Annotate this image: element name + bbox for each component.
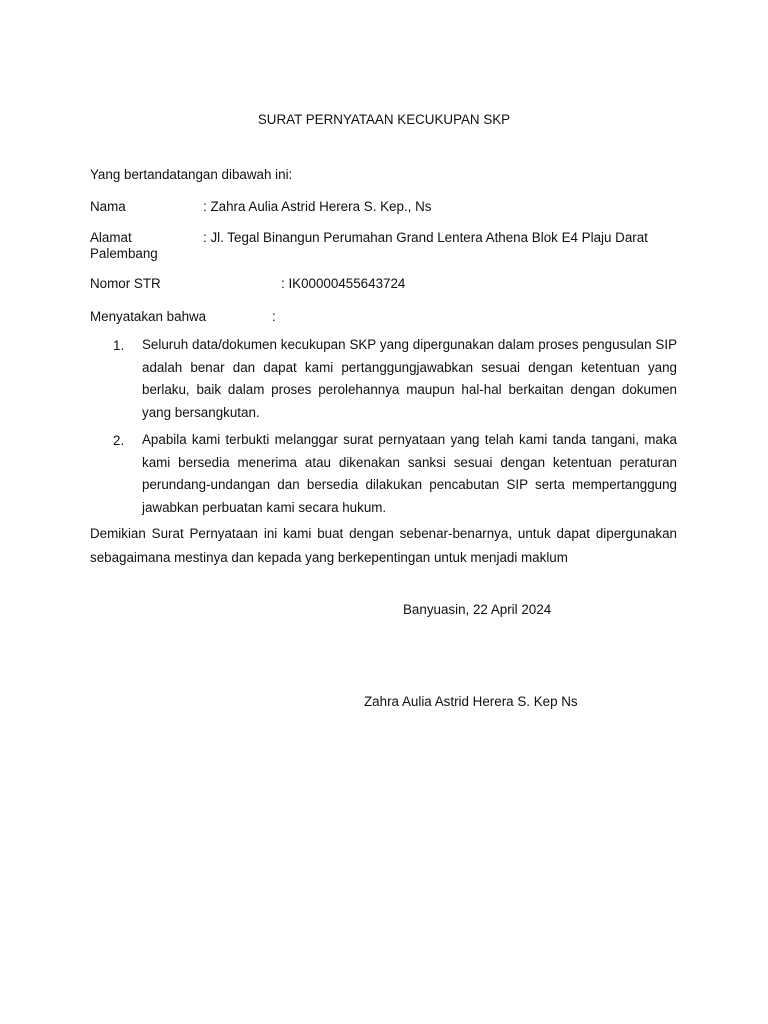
menyatakan-colon: :	[272, 309, 276, 324]
menyatakan-label: Menyatakan bahwa	[90, 309, 207, 324]
list-item-text: Apabila kami terbukti melanggar surat pernyataan yang telah kami tanda tangani, maka kami bersedia menerima atau dikenakan sanksi sesuai dengan ketentuan peraturan perundang-undangan dan bersedia dilakukan pencabutan SIP serta mempertanggung jawabkan perbuatan kami secara hukum.	[142, 432, 677, 515]
intro-text: Yang bertandatangan dibawah ini:	[90, 167, 293, 182]
document-title: SURAT PERNYATAAN KECUKUPAN SKP	[257, 112, 511, 127]
closing-paragraph: Demikian Surat Pernyataan ini kami buat dengan sebenar-benarnya, untuk dapat dipergunakan sebagaimana mestinya dan kepada yang berkepentingan untuk menjadi maklum	[90, 526, 677, 565]
place-date: Banyuasin, 22 April 2024	[403, 602, 552, 617]
nomor-str-label: Nomor STR	[90, 276, 161, 291]
list-item-number: 2.	[113, 433, 125, 448]
alamat-continuation: Palembang	[90, 246, 158, 261]
nama-label: Nama	[90, 199, 126, 214]
list-item-number: 1.	[113, 338, 125, 353]
alamat-label: Alamat	[90, 230, 132, 245]
signatory-name: Zahra Aulia Astrid Herera S. Kep Ns	[364, 694, 578, 709]
alamat-value: : Jl. Tegal Binangun Perumahan Grand Lentera Athena Blok E4 Plaju Darat	[203, 230, 648, 245]
nomor-str-value: : IK00000455643724	[281, 276, 406, 291]
list-item-text: Seluruh data/dokumen kecukupan SKP yang dipergunakan dalam proses pengusulan SIP adalah benar dan dapat kami pertanggungjawabkan sesuai dengan ketentuan yang berlaku, baik dalam proses perolehannya maupun hal-hal berkaitan dengan dokumen yang bersangkutan.	[142, 337, 677, 420]
nama-value: : Zahra Aulia Astrid Herera S. Kep., Ns	[203, 199, 432, 214]
